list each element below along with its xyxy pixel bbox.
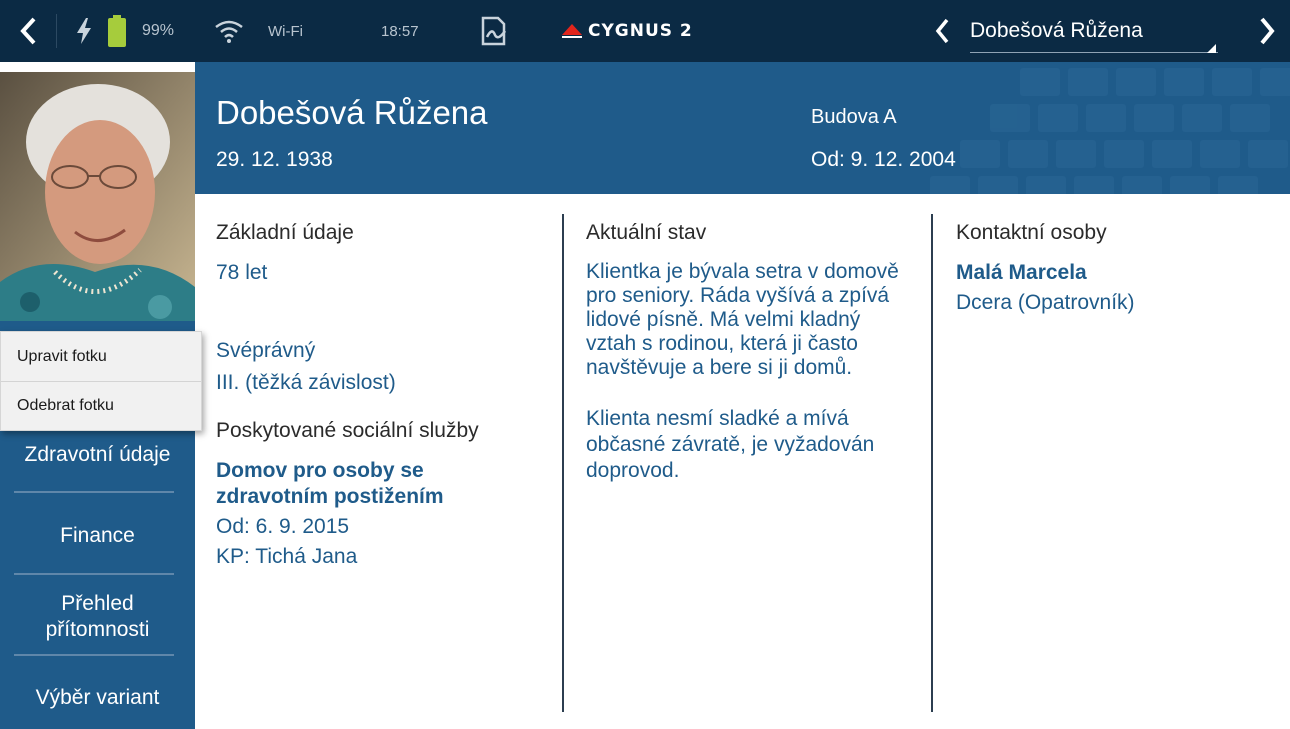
service-name[interactable]: Domov pro osoby se zdravotním postižením [216,459,444,508]
sidebar-divider [14,573,174,575]
sidebar-item-health[interactable]: Zdravotní údaje [24,443,171,466]
client-age: 78 let [216,261,268,284]
client-building: Budova A [811,106,897,128]
chevron-left-icon [934,18,950,44]
edit-photo-menu-item[interactable]: Upravit fotku [17,347,107,365]
chevron-right-icon [1258,17,1276,45]
status-bar [0,0,1290,62]
service-key-person: KP: Tichá Jana [216,545,358,568]
contacts-title: Kontaktní osoby [956,221,1107,244]
previous-client-button[interactable] [930,0,954,62]
wifi-label: Wi-Fi [268,22,303,40]
client-since: Od: 9. 12. 2004 [811,148,956,171]
portrait-image [0,72,195,321]
app-logo [562,0,693,62]
sidebar-divider [14,654,174,656]
photo-context-menu [0,331,202,431]
sidebar-item-finance[interactable]: Finance [60,524,135,547]
column-divider [931,214,933,712]
next-client-button[interactable] [1252,0,1282,62]
wifi-icon [214,0,244,62]
contacts-section [956,220,1276,316]
column-divider [562,214,564,712]
legal-capacity: Svéprávný [216,339,316,362]
current-status-title: Aktuální stav [586,221,707,244]
client-header [195,62,1290,194]
status-paragraph-1: Klientka je bývala setra v domově pro seniory. Ráda vyšívá a zpívá lidové písně. Má velmi kladný vztah s rodinou, která ji často navštěvuje a bere si ji domů. [586,260,899,379]
sidebar-divider [14,491,174,493]
services-title: Poskytované sociální služby [216,419,479,442]
contact-name[interactable]: Malá Marcela [956,261,1087,284]
header-pattern [870,62,1290,194]
sidebar-item-attendance[interactable]: Přehled přítomnosti [45,592,150,641]
client-selector[interactable]: Dobešová Růžena [970,19,1143,42]
battery-icon [107,0,127,62]
dropdown-corner-icon[interactable] [1207,44,1216,53]
divider [56,14,57,48]
signature-icon[interactable] [478,0,510,62]
basic-info-title: Základní údaje [216,221,354,244]
dependency-level: III. (těžká závislost) [216,371,396,394]
back-button[interactable] [8,0,48,62]
service-since: Od: 6. 9. 2015 [216,515,350,538]
client-name: Dobešová Růžena [216,94,488,131]
client-birthdate: 29. 12. 1938 [216,148,333,171]
basic-info-section [216,220,551,570]
chevron-left-icon [18,16,38,46]
client-photo[interactable] [0,72,195,321]
battery-percent: 99% [142,22,175,39]
clock: 18:57 [381,22,419,40]
status-paragraph-2: Klienta nesmí sladké a mívá občasné závratě, je vyžadován doprovod. [586,407,875,482]
contact-relation: Dcera (Opatrovník) [956,291,1135,314]
current-status-section [586,220,916,484]
logo-text: CYGNUS 2 [588,21,693,41]
sidebar-item-variants[interactable]: Výběr variant [35,686,160,709]
remove-photo-menu-item[interactable]: Odebrat fotku [1,381,201,430]
logo-mark-icon [562,24,582,38]
client-selector-underline [970,52,1218,53]
charging-icon [76,0,92,62]
